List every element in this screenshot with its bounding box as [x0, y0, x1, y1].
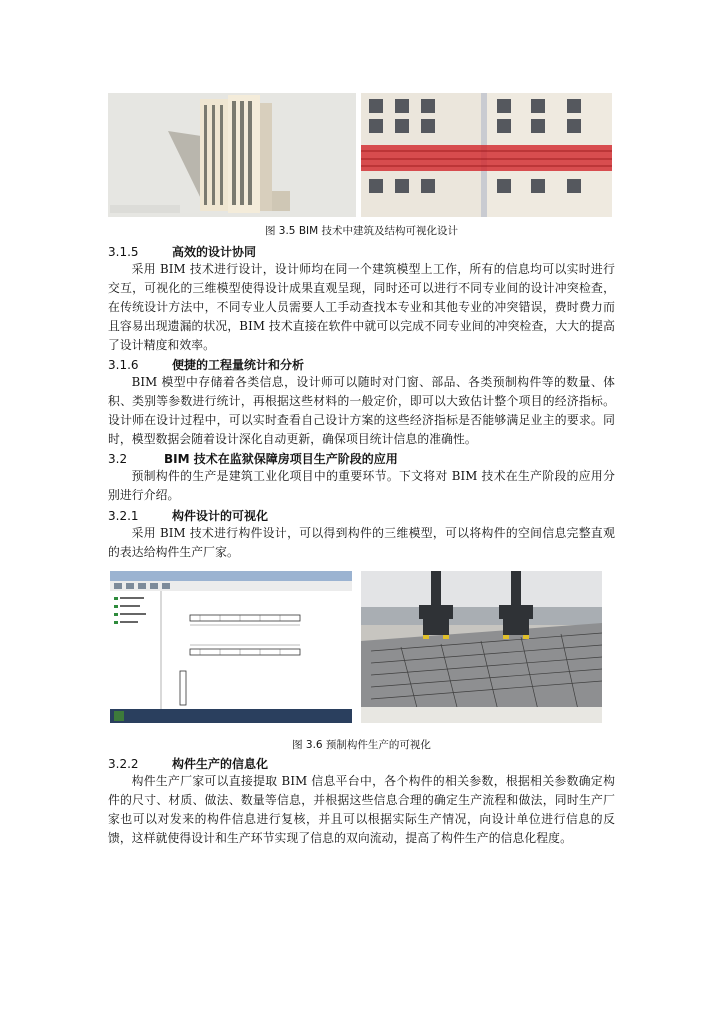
- section-title: 构件生产的信息化: [172, 757, 269, 771]
- building-model-image: [108, 93, 356, 217]
- body-paragraph: BIM 模型中存储着各类信息，设计师可以随时对门窗、部品、各类预制构件等的数量、体积、类别等参数进行统计，再根据这些材料的一般定价，即可以大致估计整个项目的经济指标。设计师在设计过程中，可以实时查看自己设计方案的这些经济指标是否能够满足业主的要求。同时，模型数据会随着设计深化自动更新，确保项目统计信息的准确性。: [108, 375, 615, 446]
- section-heading: [108, 507, 268, 524]
- body-paragraph: 采用 BIM 技术进行构件设计，可以得到构件的三维模型，可以将构件的空间信息完整直观的表达给构件生产厂家。: [108, 526, 615, 559]
- section-heading: [108, 450, 398, 467]
- section-title: 便捷的工程量统计和分析: [172, 358, 305, 372]
- figure-caption: 图 3.5 BIM 技术中建筑及结构可视化设计: [264, 225, 459, 237]
- cad-software-screenshot: [110, 571, 352, 723]
- section-heading: [108, 356, 304, 373]
- section-number: 3.1.5: [108, 245, 139, 259]
- factory-production-photo: [361, 571, 602, 723]
- section-title: BIM 技术在监狱保障房项目生产阶段的应用: [164, 452, 398, 466]
- structure-facade-image: [361, 93, 612, 217]
- figure-caption: 图 3.6 预制构件生产的可视化: [292, 739, 431, 751]
- section-number: 3.1.6: [108, 358, 139, 372]
- body-paragraph: 预制构件的生产是建筑工业化项目中的重要环节。下文将对 BIM 技术在生产阶段的应用分别进行介绍。: [108, 469, 615, 502]
- section-number: 3.2.2: [108, 757, 139, 771]
- section-number: 3.2: [108, 452, 128, 466]
- section-number: 3.2.1: [108, 509, 139, 523]
- body-paragraph: 构件生产厂家可以直接提取 BIM 信息平台中，各个构件的相关参数，根据相关参数确定构件的尺寸、材质、做法、数量等信息，并根据这些信息合理的确定生产流程和做法，同时生产厂家也可以对发来的构件信息进行复核，并且可以根据实际生产情况，向设计单位进行信息的反馈，这样就使得设计和生产环节实现了信息的双向流动，提高了构件生产的信息化程度。: [108, 774, 615, 845]
- body-paragraph: 采用 BIM 技术进行设计，设计师均在同一个建筑模型上工作，所有的信息均可以实时进行交互，可视化的三维模型使得设计成果直观呈现，同时还可以进行不同专业间的设计冲突检查，在传统设计方法中，不同专业人员需要人工手动查找本专业和其他专业的冲突错误，费时费力而且容易出现遗漏的状况，BIM 技术直接在软件中就可以完成不同专业间的冲突检查，大大的提高了设计精度和效率。: [108, 262, 615, 352]
- section-heading: [108, 243, 256, 260]
- section-heading: [108, 755, 268, 772]
- section-title: 高效的设计协同: [172, 245, 257, 259]
- section-title: 构件设计的可视化: [172, 509, 269, 523]
